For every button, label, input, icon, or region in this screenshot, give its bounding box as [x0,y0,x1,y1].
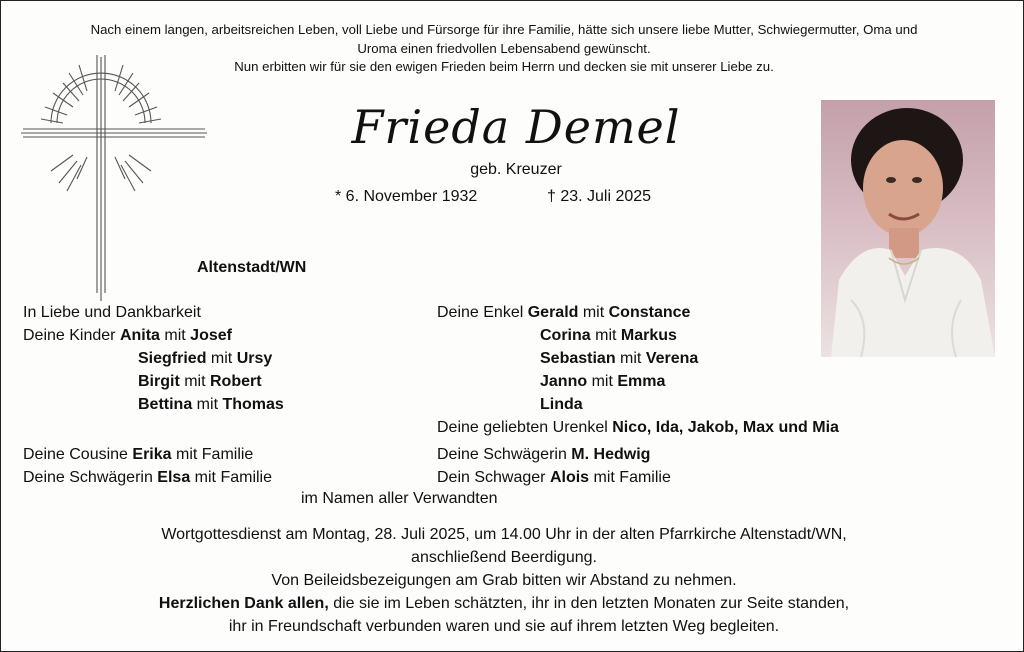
cross-with-rays-icon [19,53,209,303]
relation-label: Deine Schwägerin [23,469,158,486]
children-label: Deine Kinder [23,327,120,344]
great-grandchildren-label: Deine geliebten Urenkel [437,419,613,436]
mit-text: mit [206,350,237,367]
closing-text [21,523,987,638]
partner-name: Robert [210,373,262,390]
list-item [437,443,671,466]
relative-name: Erika [132,446,172,463]
relatives-left [23,443,272,489]
relatives-right [437,443,671,489]
burial-line: anschließend Beerdigung. [411,549,597,566]
relation-label: Deine Cousine [23,446,133,463]
list-item [23,347,423,370]
relation-suffix: mit Familie [190,469,272,486]
relative-name: Elsa [157,469,191,486]
intro-line-2: Uroma einen friedvollen Lebensabend gewünscht. [357,40,651,56]
child-name: Anita [119,327,160,344]
list-item [437,301,957,324]
relation-label: Dein Schwager [437,469,550,486]
mit-text: mit [587,373,618,390]
list-item [23,370,423,393]
child-name: Birgit [138,373,180,390]
thanks-rest: die sie im Leben schätzten, ihr in den letzten Monaten zur Seite standen, [328,595,850,612]
grandchild-name: Corina [540,327,591,344]
service-line: Wortgottesdienst am Montag, 28. Juli 2025, um 14.00 Uhr in der alten Pfarrkirche Altenstadt/WN, [161,526,847,543]
children-list [23,301,423,416]
mit-text: mit [192,396,223,413]
mit-text: mit [179,373,210,390]
relation-label: Deine Schwägerin [437,446,572,463]
partner-name: Constance [608,304,691,321]
intro-line-1: Nach einem langen, arbeitsreichen Leben, voll Liebe und Fürsorge für ihre Familie, hätte sich unsere liebe Mutter, Schwiegermutter, Oma und [90,22,918,37]
great-grandchildren-names: Nico, Ida, Jakob, Max und Mia [612,419,839,436]
list-item [23,466,272,489]
death-date: † 23. Juli 2025 [547,188,652,205]
mit-text: mit [615,350,646,367]
place-of-residence: Altenstadt/WN [197,259,307,276]
grandchildren-list [437,301,957,439]
list-item [437,370,957,393]
grandchild-name: Gerald [527,304,579,321]
partner-name: Emma [617,373,666,390]
partner-name: Markus [620,327,677,344]
list-item [23,324,423,347]
grandchildren-label: Deine Enkel [437,304,528,321]
thanks-bold: Herzlichen Dank allen, [158,595,329,612]
list-item [437,466,671,489]
intro-line-3: Nun erbitten wir für sie den ewigen Frieden beim Herrn und decken sie mit unserer Liebe zu. [234,59,774,74]
mit-text: mit [578,304,609,321]
maiden-name: geb. Kreuzer [470,161,562,178]
child-name: Siegfried [138,350,207,367]
deceased-name: Frieda Demel [351,100,681,154]
thanks-line [21,592,987,615]
relation-suffix: mit Familie [171,446,254,463]
partner-name: Verena [645,350,699,367]
partner-name: Josef [190,327,232,344]
list-item [23,443,272,466]
list-item [437,324,957,347]
relation-suffix: mit Familie [589,469,671,486]
thanks-last-line: ihr in Freundschaft verbunden waren und sie auf ihrem letzten Weg begleiten. [228,618,780,635]
relative-name: M. Hedwig [571,446,651,463]
list-item [437,393,957,416]
list-item [437,347,957,370]
mit-text: mit [159,327,191,344]
child-name: Bettina [138,396,193,413]
partner-name: Ursy [236,350,273,367]
grandchild-name: Sebastian [540,350,616,367]
on-behalf-line: im Namen aller Verwandten [301,490,498,507]
mit-text: mit [590,327,621,344]
grandchild-name: Janno [540,373,588,390]
grandchild-name: Linda [540,396,583,413]
partner-name: Thomas [222,396,284,413]
birth-date: * 6. November 1932 [335,188,478,205]
love-line: In Liebe und Dankbarkeit [23,304,201,321]
condolences-line: Von Beileidsbezeigungen am Grab bitten wir Abstand zu nehmen. [271,572,737,589]
list-item [437,416,957,439]
list-item [23,393,423,416]
relative-name: Alois [549,469,590,486]
